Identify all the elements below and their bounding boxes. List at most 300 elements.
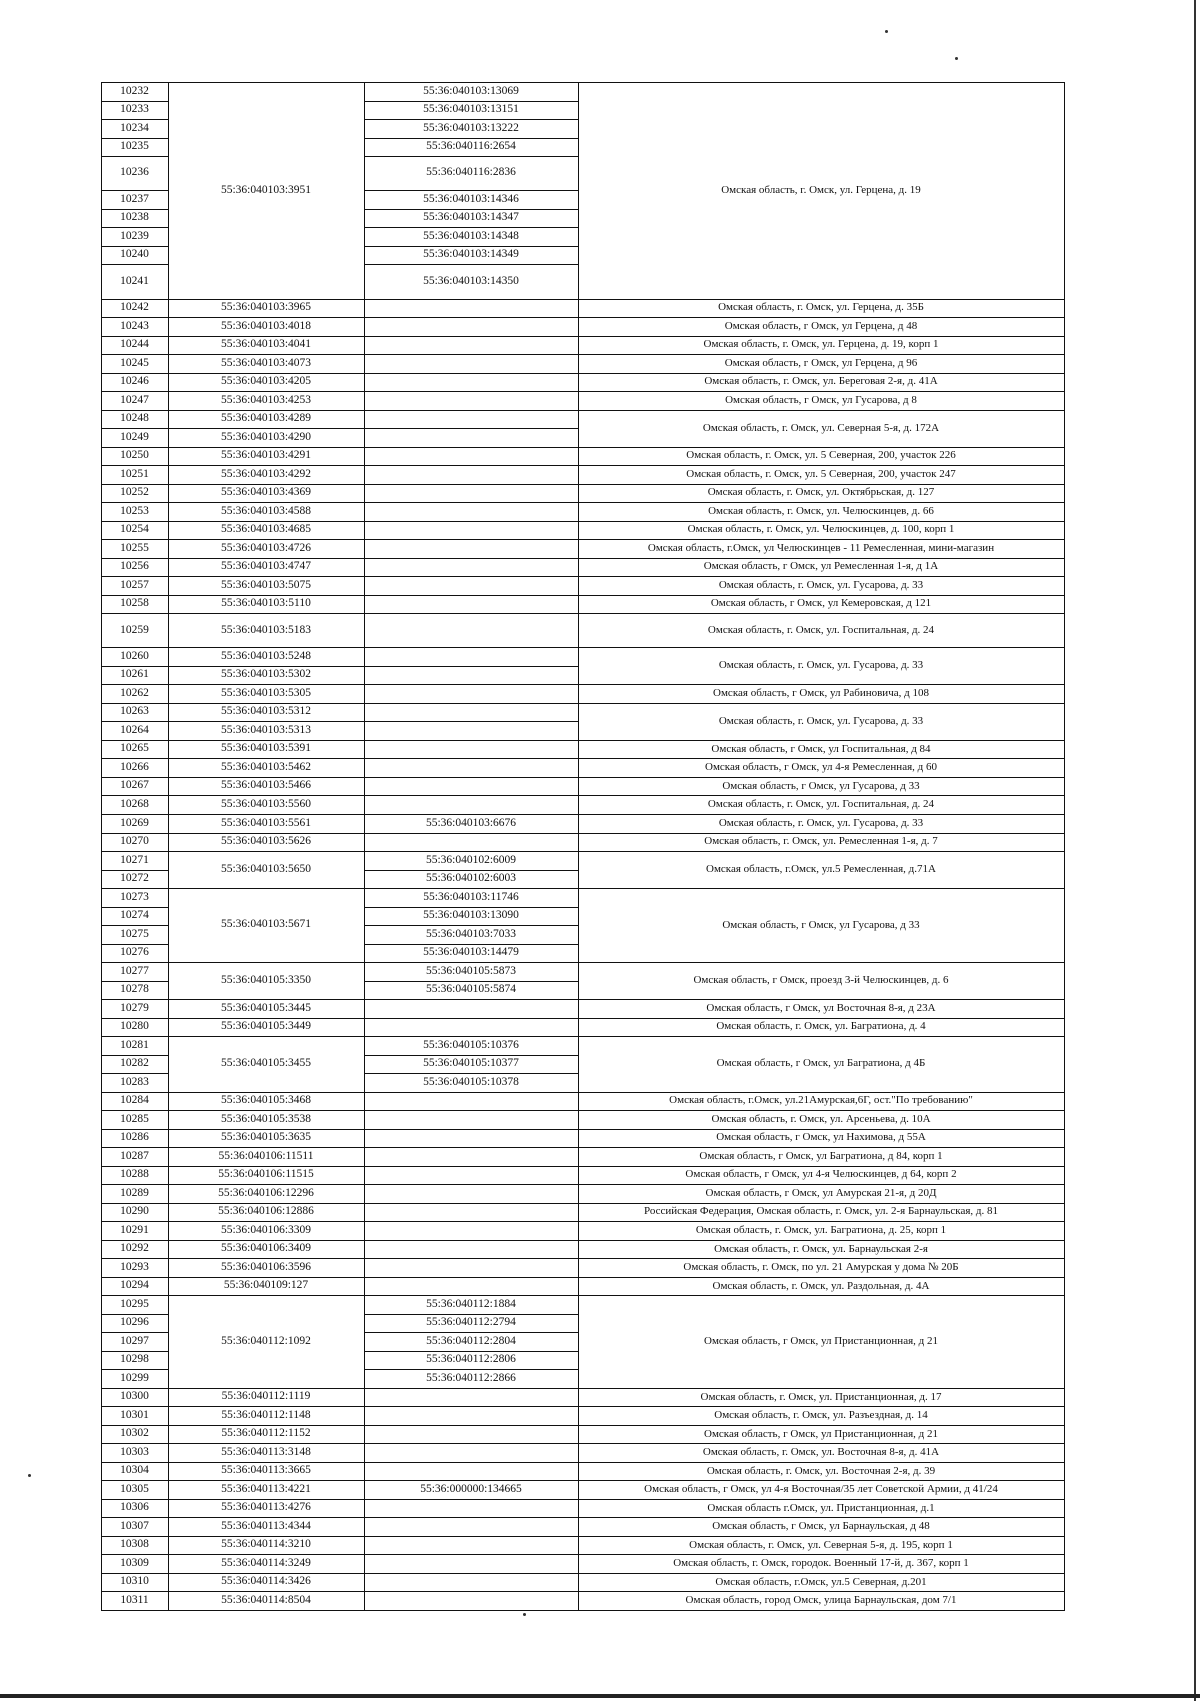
row-rule — [364, 227, 578, 228]
row-rule — [364, 1480, 578, 1481]
scan-edge-right — [1194, 0, 1196, 1701]
related-cadastral-cell: 55:36:000000:134665 — [420, 1482, 522, 1495]
related-cadastral-cell: 55:36:040112:2866 — [426, 1371, 516, 1384]
related-cadastral-cell: 55:36:040112:2794 — [426, 1316, 516, 1329]
cadastral-cell: 55:36:040103:5671 — [220, 918, 312, 931]
cadastral-cell: 55:36:040103:4041 — [220, 338, 312, 351]
row-rule — [101, 465, 168, 466]
row-rule — [168, 391, 364, 392]
cadastral-cell: 55:36:040105:3455 — [220, 1057, 312, 1070]
row-rule — [364, 1092, 578, 1093]
related-cadastral-cell — [364, 1277, 578, 1296]
address-cell: Омская область, г. Омск, ул. Гусарова, д. 33 — [718, 659, 924, 672]
row-rule — [101, 1166, 168, 1167]
address-cell: Омская область, г Омск, ул Багратиона, д 4Б — [716, 1057, 926, 1070]
address-cell: Омская область, г. Омск, ул. Пристанционная, д. 17 — [700, 1390, 942, 1403]
row-rule — [364, 246, 578, 247]
row-number-cell: 10247 — [120, 393, 149, 406]
row-rule — [578, 814, 1064, 815]
row-rule — [578, 647, 1064, 648]
row-rule — [168, 1036, 364, 1037]
row-rule — [578, 1203, 1064, 1204]
row-rule — [578, 613, 1064, 614]
cadastral-cell: 55:36:040106:12886 — [218, 1205, 314, 1218]
row-rule — [101, 119, 168, 120]
row-number-cell: 10288 — [120, 1168, 149, 1181]
row-rule — [578, 595, 1064, 596]
row-rule — [168, 1443, 364, 1444]
row-rule — [168, 1554, 364, 1555]
row-rule — [578, 703, 1064, 704]
address-cell: Омская область, г. Омск, ул. 5 Северная, 200, участок 226 — [686, 449, 956, 462]
row-number-cell: 10308 — [120, 1538, 149, 1551]
row-rule — [364, 666, 578, 667]
row-rule — [364, 1591, 578, 1592]
address-cell: Омская область, г. Омск, ул. Октябрьская, д. 127 — [707, 486, 935, 499]
row-rule — [364, 962, 578, 963]
related-cadastral-cell — [364, 1184, 578, 1203]
row-number-cell: 10267 — [120, 779, 149, 792]
row-number-cell: 10281 — [120, 1038, 149, 1051]
address-cell: Омская область, г. Омск, ул. Гусарова, д. 33 — [718, 816, 924, 829]
row-rule — [101, 1554, 168, 1555]
row-rule — [168, 1499, 364, 1500]
row-number-cell: 10236 — [120, 166, 149, 179]
row-rule — [168, 1517, 364, 1518]
related-cadastral-cell — [364, 539, 578, 558]
row-rule — [101, 246, 168, 247]
row-rule — [168, 1406, 364, 1407]
row-number-cell: 10254 — [120, 523, 149, 536]
address-cell: Омская область, г. Омск, ул. Восточная 8-я, д. 41А — [702, 1446, 940, 1459]
address-cell: Омская область, г.Омск, ул.21Амурская,6Г, ост."По требованию" — [669, 1094, 973, 1107]
row-rule — [578, 684, 1064, 685]
row-rule — [364, 833, 578, 834]
cadastral-cell: 55:36:040103:5626 — [220, 835, 312, 848]
row-rule — [101, 354, 168, 355]
row-rule — [364, 595, 578, 596]
row-number-cell: 10233 — [120, 103, 149, 115]
row-number-cell: 10262 — [120, 686, 149, 699]
row-rule — [364, 1147, 578, 1148]
row-rule — [101, 1018, 168, 1019]
related-cadastral-cell — [364, 1258, 578, 1277]
row-rule — [364, 1277, 578, 1278]
related-cadastral-cell — [364, 1092, 578, 1111]
row-rule — [168, 576, 364, 577]
row-rule — [364, 1221, 578, 1222]
row-rule — [101, 647, 168, 648]
related-cadastral-cell — [364, 1591, 578, 1610]
related-cadastral-cell — [364, 1110, 578, 1129]
related-cadastral-cell: 55:36:040105:10377 — [423, 1057, 519, 1070]
row-rule — [101, 1277, 168, 1278]
row-number-cell: 10274 — [120, 909, 149, 922]
related-cadastral-cell — [364, 1554, 578, 1573]
related-cadastral-cell — [364, 740, 578, 759]
address-cell: Омская область, г Омск, ул 4-я Восточная/35 лет Советской Армии, д 41/24 — [644, 1483, 998, 1496]
related-cadastral-cell — [364, 1517, 578, 1536]
row-number-cell: 10258 — [120, 597, 149, 610]
row-rule — [364, 558, 578, 559]
row-number-cell: 10244 — [120, 338, 149, 351]
cadastral-cell: 55:36:040103:4018 — [220, 319, 312, 332]
related-cadastral-cell — [364, 447, 578, 466]
row-number-cell: 10242 — [120, 301, 149, 313]
row-rule — [101, 227, 168, 228]
cadastral-cell: 55:36:040103:3951 — [220, 183, 312, 196]
cadastral-cell: 55:36:040105:3635 — [220, 1131, 312, 1144]
cadastral-cell: 55:36:040113:3148 — [221, 1445, 311, 1458]
related-cadastral-cell — [364, 502, 578, 521]
row-number-cell: 10298 — [120, 1353, 149, 1366]
row-rule — [168, 1184, 364, 1185]
row-rule — [168, 1203, 364, 1204]
related-cadastral-cell: 55:36:040102:6003 — [425, 872, 517, 885]
related-cadastral-cell: 55:36:040103:11746 — [423, 890, 519, 903]
row-rule — [101, 1073, 168, 1074]
row-number-cell: 10279 — [120, 1001, 149, 1014]
cadastral-cell: 55:36:040103:5312 — [220, 705, 312, 718]
related-cadastral-cell — [364, 465, 578, 484]
cadastral-cell: 55:36:040105:3468 — [220, 1094, 312, 1107]
row-rule — [168, 1018, 364, 1019]
related-cadastral-cell — [364, 1499, 578, 1518]
row-number-cell: 10237 — [120, 192, 149, 205]
row-rule — [168, 1258, 364, 1259]
row-rule — [364, 209, 578, 210]
cadastral-cell: 55:36:040103:5466 — [220, 779, 312, 792]
related-cadastral-cell: 55:36:040103:7033 — [425, 927, 517, 940]
row-rule — [364, 1184, 578, 1185]
row-rule — [578, 521, 1064, 522]
scan-speck — [523, 1613, 526, 1616]
row-number-cell: 10277 — [120, 964, 149, 977]
row-rule — [101, 317, 168, 318]
row-rule — [578, 1536, 1064, 1537]
row-rule — [578, 833, 1064, 834]
cadastral-cell: 55:36:040114:3210 — [221, 1538, 311, 1551]
cadastral-cell: 55:36:040103:4289 — [220, 412, 312, 425]
row-rule — [364, 317, 578, 318]
row-rule — [168, 1240, 364, 1241]
row-rule — [364, 721, 578, 722]
row-rule — [578, 1240, 1064, 1241]
cadastral-cell: 55:36:040103:4205 — [220, 375, 312, 388]
row-number-cell: 10306 — [120, 1501, 149, 1514]
row-rule — [364, 502, 578, 503]
row-rule — [101, 101, 168, 102]
row-rule — [578, 1425, 1064, 1426]
row-rule — [364, 190, 578, 191]
row-rule — [578, 447, 1064, 448]
row-rule — [168, 851, 364, 852]
row-number-cell: 10264 — [120, 723, 149, 736]
row-rule — [364, 1554, 578, 1555]
row-rule — [168, 354, 364, 355]
cadastral-cell: 55:36:040105:3538 — [220, 1112, 312, 1125]
related-cadastral-cell: 55:36:040105:10376 — [423, 1038, 519, 1051]
address-cell: Омская область, г Омск, ул Пристанционная, д 21 — [704, 1427, 938, 1440]
row-rule — [578, 1480, 1064, 1481]
row-rule — [168, 1536, 364, 1537]
scan-speck — [955, 57, 958, 60]
cadastral-cell: 55:36:040113:3665 — [221, 1464, 311, 1477]
related-cadastral-cell — [364, 999, 578, 1018]
row-rule — [168, 721, 364, 722]
address-cell: Омская область, г Омск, ул Герцена, д 48 — [724, 319, 918, 332]
row-number-cell: 10239 — [120, 229, 149, 242]
row-rule — [364, 870, 578, 871]
row-rule — [101, 613, 168, 614]
row-number-cell: 10289 — [120, 1186, 149, 1199]
address-cell: Омская область, г Омск, ул Пристанционная, д 21 — [704, 1335, 938, 1348]
row-number-cell: 10278 — [120, 983, 149, 996]
row-rule — [101, 870, 168, 871]
row-rule — [578, 539, 1064, 540]
address-cell: Омская область, г. Омск, ул. Герцена, д. 19, корп 1 — [703, 338, 939, 351]
row-rule — [101, 299, 168, 300]
row-rule — [364, 777, 578, 778]
cadastral-cell: 55:36:040103:4726 — [220, 541, 312, 554]
row-number-cell: 10299 — [120, 1371, 149, 1384]
row-rule — [101, 1221, 168, 1222]
row-rule — [364, 758, 578, 759]
row-rule — [364, 391, 578, 392]
row-rule — [578, 1554, 1064, 1555]
address-cell: Российская Федерация, Омская область, г. Омск, ул. 2-я Барнаульская, д. 81 — [644, 1205, 998, 1218]
cadastral-cell: 55:36:040113:4221 — [221, 1482, 311, 1495]
related-cadastral-cell — [364, 1166, 578, 1185]
row-number-cell: 10263 — [120, 705, 149, 718]
column-rule — [101, 82, 102, 1611]
row-number-cell: 10246 — [120, 375, 149, 388]
row-number-cell: 10291 — [120, 1223, 149, 1236]
row-number-cell: 10235 — [120, 140, 149, 153]
row-rule — [364, 1425, 578, 1426]
row-rule — [168, 317, 364, 318]
row-rule — [364, 814, 578, 815]
row-rule — [168, 595, 364, 596]
row-rule — [101, 795, 168, 796]
row-rule — [101, 944, 168, 945]
row-rule — [168, 1221, 364, 1222]
row-rule — [101, 777, 168, 778]
row-number-cell: 10295 — [120, 1297, 149, 1310]
row-number-cell: 10251 — [120, 467, 149, 480]
related-cadastral-cell — [364, 1129, 578, 1148]
row-number-cell: 10249 — [120, 430, 149, 443]
row-rule — [101, 1425, 168, 1426]
row-rule — [168, 666, 364, 667]
row-rule — [101, 1055, 168, 1056]
address-cell: Омская область, г. Омск, ул. Ремесленная 1-я, д. 7 — [704, 835, 938, 848]
row-rule — [578, 354, 1064, 355]
row-rule — [168, 1480, 364, 1481]
row-rule — [364, 264, 578, 265]
row-rule — [364, 647, 578, 648]
row-number-cell: 10245 — [120, 356, 149, 369]
row-rule — [101, 999, 168, 1000]
row-rule — [101, 1129, 168, 1130]
row-rule — [168, 1591, 364, 1592]
row-rule — [578, 391, 1064, 392]
cadastral-cell: 55:36:040103:4292 — [220, 467, 312, 480]
related-cadastral-cell — [364, 1406, 578, 1425]
row-rule — [101, 521, 168, 522]
related-cadastral-cell — [364, 410, 578, 429]
row-rule — [364, 740, 578, 741]
row-rule — [578, 1166, 1064, 1167]
cadastral-cell: 55:36:040103:4290 — [220, 430, 312, 443]
row-rule — [364, 1351, 578, 1352]
row-number-cell: 10296 — [120, 1316, 149, 1329]
address-cell: Омская область, г Омск, ул Ремесленная 1-я, д 1А — [703, 560, 939, 573]
row-number-cell: 10268 — [120, 797, 149, 810]
address-cell: Омская область, г. Омск, ул. Гусарова, д. 33 — [718, 714, 924, 727]
row-rule — [168, 1277, 364, 1278]
cadastral-cell: 55:36:040103:4747 — [220, 560, 312, 573]
row-rule — [364, 410, 578, 411]
address-cell: Омская область, г Омск, ул Гусарова, д 33 — [722, 918, 920, 931]
row-number-cell: 10287 — [120, 1149, 149, 1162]
related-cadastral-cell — [364, 758, 578, 777]
row-rule — [578, 962, 1064, 963]
row-rule — [364, 428, 578, 429]
cadastral-cell: 55:36:040103:5110 — [221, 597, 311, 610]
row-rule — [578, 777, 1064, 778]
related-cadastral-cell — [364, 1388, 578, 1407]
row-number-cell: 10261 — [120, 668, 149, 681]
row-rule — [101, 1332, 168, 1333]
row-number-cell: 10265 — [120, 742, 149, 755]
row-rule — [364, 795, 578, 796]
row-rule — [101, 962, 168, 963]
row-rule — [168, 1092, 364, 1093]
row-number-cell: 10303 — [120, 1445, 149, 1458]
row-rule — [364, 888, 578, 889]
related-cadastral-cell — [364, 1425, 578, 1444]
address-cell: Омская область, г. Омск, ул. Арсеньева, д. 10А — [711, 1112, 931, 1125]
row-number-cell: 10304 — [120, 1464, 149, 1477]
address-cell: Омская область, г. Омск, ул. Гусарова, д. 33 — [718, 578, 924, 591]
row-number-cell: 10273 — [120, 890, 149, 903]
cadastral-cell: 55:36:040103:5183 — [220, 623, 312, 636]
row-rule — [101, 1092, 168, 1093]
row-rule — [364, 484, 578, 485]
address-cell: Омская область, г. Омск, ул. Береговая 2-я, д. 41А — [704, 375, 938, 388]
row-rule — [364, 1036, 578, 1037]
address-cell: Омская область, г Омск, ул Барнаульская, д 48 — [712, 1520, 930, 1533]
row-rule — [101, 502, 168, 503]
row-rule — [364, 1258, 578, 1259]
cadastral-cell: 55:36:040103:5305 — [220, 686, 312, 699]
cadastral-cell: 55:36:040112:1092 — [221, 1334, 311, 1347]
row-rule — [364, 1018, 578, 1019]
row-rule — [364, 465, 578, 466]
row-rule — [364, 299, 578, 300]
address-cell: Омская область, г Омск, ул Восточная 8-я, д 23А — [706, 1001, 936, 1014]
row-rule — [578, 888, 1064, 889]
cadastral-cell: 55:36:040114:8504 — [221, 1593, 311, 1606]
related-cadastral-cell — [364, 1221, 578, 1240]
row-rule — [578, 851, 1064, 852]
related-cadastral-cell: 55:36:040105:5874 — [425, 983, 517, 996]
cadastral-cell: 55:36:040114:3249 — [221, 1556, 311, 1569]
row-rule — [364, 138, 578, 139]
row-rule — [364, 101, 578, 102]
row-number-cell: 10300 — [120, 1390, 149, 1403]
row-number-cell: 10309 — [120, 1556, 149, 1569]
row-rule — [578, 465, 1064, 466]
row-rule — [101, 209, 168, 210]
related-cadastral-cell — [364, 777, 578, 796]
related-cadastral-cell: 55:36:040102:6009 — [425, 853, 517, 866]
related-cadastral-cell: 55:36:040103:13151 — [423, 103, 519, 115]
row-rule — [101, 1036, 168, 1037]
related-cadastral-cell — [364, 647, 578, 666]
address-cell: Омская область, г. Омск, ул. Северная 5-я, д. 195, корп 1 — [689, 1538, 953, 1551]
row-rule — [101, 447, 168, 448]
row-rule — [578, 82, 1064, 83]
related-cadastral-cell: 55:36:040103:13090 — [423, 909, 519, 922]
row-rule — [578, 1406, 1064, 1407]
cadastral-cell: 55:36:040103:5313 — [220, 723, 312, 736]
row-rule — [101, 156, 168, 157]
cadastral-cell: 55:36:040105:3350 — [220, 973, 312, 986]
address-cell: Омская область, г Омск, ул Багратиона, д 84, корп 1 — [699, 1149, 943, 1162]
row-rule — [101, 1314, 168, 1315]
row-number-cell: 10259 — [120, 623, 149, 636]
row-number-cell: 10307 — [120, 1519, 149, 1532]
row-rule — [364, 354, 578, 355]
row-rule — [578, 1110, 1064, 1111]
related-cadastral-cell — [364, 299, 578, 318]
address-cell: Омская область, г Омск, ул Амурская 21-я, д 20Д — [705, 1186, 937, 1199]
row-number-cell: 10305 — [120, 1482, 149, 1495]
row-rule — [578, 502, 1064, 503]
row-rule — [578, 299, 1064, 300]
row-number-cell: 10271 — [120, 853, 149, 866]
row-number-cell: 10282 — [120, 1057, 149, 1070]
row-rule — [364, 336, 578, 337]
row-rule — [168, 299, 364, 300]
row-rule — [168, 962, 364, 963]
related-cadastral-cell — [364, 317, 578, 336]
row-rule — [578, 999, 1064, 1000]
row-rule — [364, 999, 578, 1000]
row-rule — [101, 814, 168, 815]
row-number-cell: 10255 — [120, 541, 149, 554]
row-rule — [168, 684, 364, 685]
row-rule — [101, 1258, 168, 1259]
cadastral-cell: 55:36:040103:4253 — [220, 393, 312, 406]
row-rule — [364, 1536, 578, 1537]
cadastral-cell: 55:36:040106:3309 — [220, 1223, 312, 1236]
row-rule — [578, 1517, 1064, 1518]
row-rule — [168, 465, 364, 466]
row-number-cell: 10284 — [120, 1094, 149, 1107]
row-rule — [578, 1258, 1064, 1259]
row-number-cell: 10234 — [120, 121, 149, 134]
related-cadastral-cell — [364, 721, 578, 740]
row-number-cell: 10232 — [120, 84, 149, 97]
row-rule — [578, 317, 1064, 318]
row-rule — [578, 410, 1064, 411]
row-rule — [101, 138, 168, 139]
row-rule — [578, 1147, 1064, 1148]
address-cell: Омская область, г. Омск, ул. 5 Северная, 200, участок 247 — [686, 467, 956, 480]
